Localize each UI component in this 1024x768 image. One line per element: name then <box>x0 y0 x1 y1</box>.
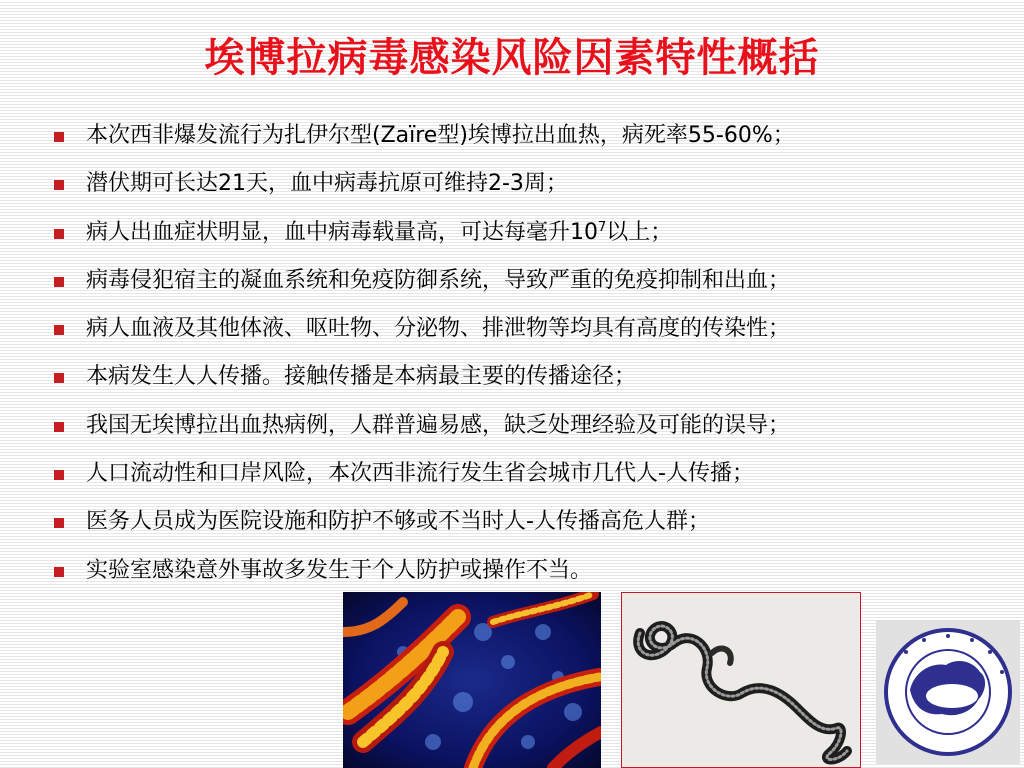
bullet-square-icon <box>54 229 64 239</box>
bullet-square-icon <box>54 180 64 190</box>
bullet-text: 本次西非爆发流行为扎伊尔型(Zaïre型)埃博拉出血热，病死率55-60%； <box>86 123 795 148</box>
bullet-square-icon <box>54 132 64 142</box>
bullet-item <box>50 402 1010 450</box>
ebola-micrograph-bw-image <box>621 592 861 768</box>
bullet-square-icon <box>54 422 64 432</box>
bullet-item <box>50 305 1010 353</box>
slide-title: 埃博拉病毒感染风险因素特性概括 <box>204 35 820 81</box>
bullet-text: 病毒侵犯宿主的凝血系统和免疫防御系统，导致严重的免疫抑制和出血； <box>86 267 791 293</box>
bullet-text: 病人血液及其他体液、呕吐物、分泌物、排泄物等均具有高度的传染性； <box>86 316 791 342</box>
bullet-square-icon <box>54 518 64 528</box>
bullet-text: 人口流动性和口岸风险，本次西非流行发生省会城市几代人-人传播； <box>86 461 754 487</box>
bullet-item <box>50 257 1010 305</box>
bullet-text: 病人出血症状明显，血中病毒载量高，可达每毫升10 <box>86 219 598 245</box>
bullet-text-tail: 以上； <box>606 219 673 245</box>
bullet-text: 实验室感染意外事故多发生于个人防护或操作不当。 <box>86 557 593 583</box>
bullet-item <box>50 450 1010 498</box>
bullet-square-icon <box>54 373 64 383</box>
bullet-square-icon <box>54 325 64 335</box>
bullet-text: 本病发生人人传播。接触传播是本病最主要的传播途径； <box>86 364 637 390</box>
china-cdc-logo <box>876 620 1020 764</box>
exponent: 7 <box>598 219 607 235</box>
bullet-text: 我国无埃博拉出血热病例，人群普遍易感，缺乏处理经验及可能的误导； <box>86 412 791 438</box>
bullet-item <box>50 547 1010 595</box>
bullet-item <box>50 353 1010 401</box>
cdc-logo-text: CDC <box>932 686 972 706</box>
bullet-item <box>50 209 1010 257</box>
ebola-micrograph-color-image <box>343 592 601 768</box>
bullet-text: 医务人员成为医院设施和防护不够或不当时人-人传播高危人群； <box>86 509 710 535</box>
bullet-item <box>50 112 1010 160</box>
bullet-item <box>50 160 1010 208</box>
bullet-item <box>50 498 1010 546</box>
bullet-list <box>50 112 1010 595</box>
bullet-square-icon <box>54 277 64 287</box>
bullet-square-icon <box>54 470 64 480</box>
bullet-square-icon <box>54 567 64 577</box>
bullet-text: 潜伏期可长达21天，血中病毒抗原可维持2-3周； <box>86 171 568 197</box>
